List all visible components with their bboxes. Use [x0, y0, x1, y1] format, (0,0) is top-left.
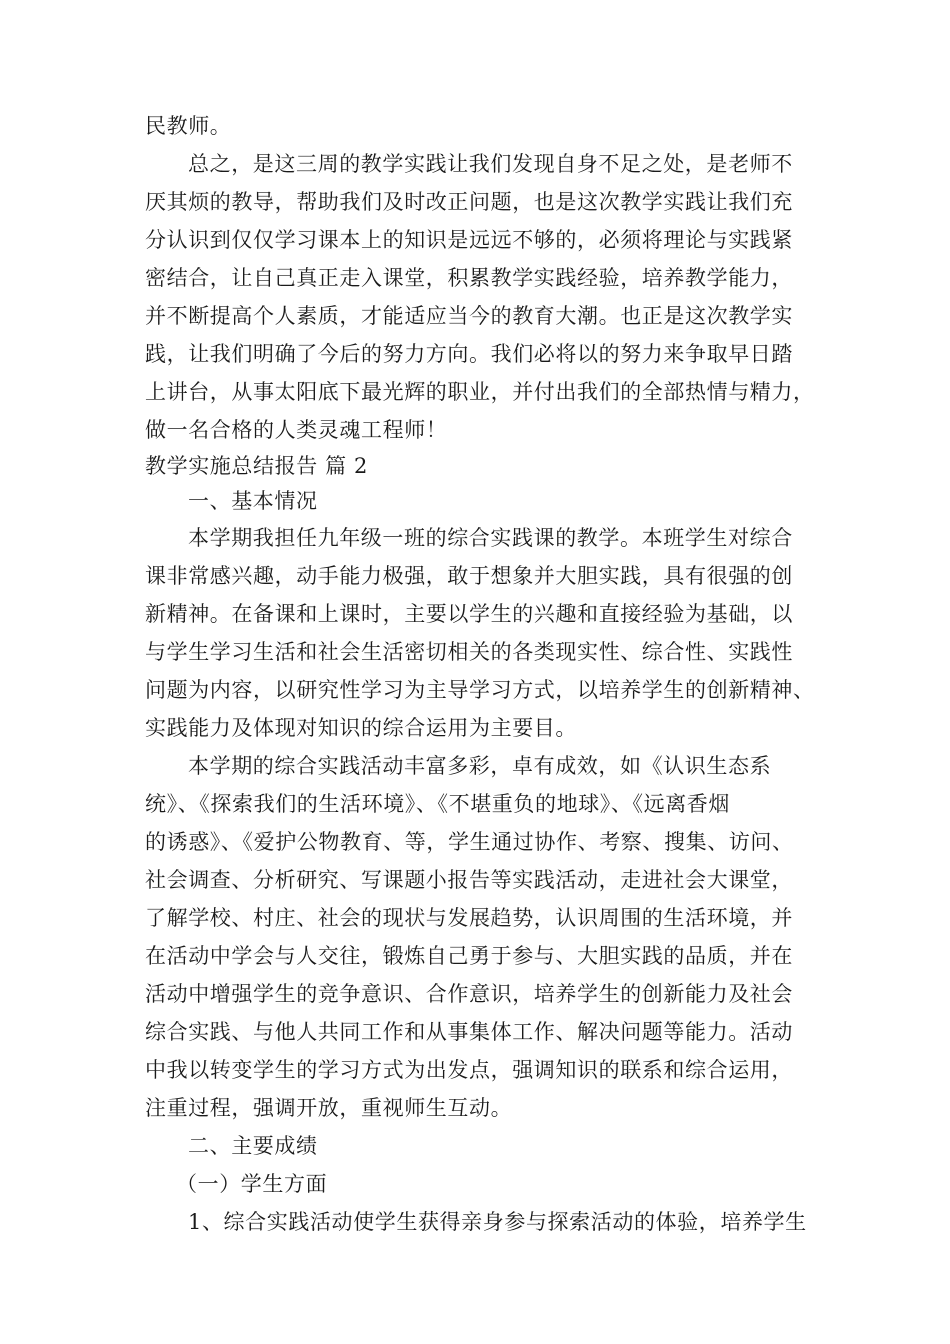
text-line: 实践能力及体现对知识的综合运用为主要目。: [145, 716, 577, 740]
text-line: 中我以转变学生的学习方式为出发点，强调知识的联系和综合运用，: [145, 1058, 793, 1082]
text-line: 在活动中学会与人交往，锻炼自己勇于参与、大胆实践的品质，并在: [145, 944, 793, 968]
section-heading: 教学实施总结报告 篇 2: [145, 454, 368, 478]
text-line: 做一名合格的人类灵魂工程师！: [145, 418, 448, 442]
text-line: 并不断提高个人素质，才能适应当今的教育大潮。也正是这次教学实: [145, 304, 793, 328]
section-title: 一、基本情况: [188, 489, 318, 513]
text-line: 密结合，让自己真正走入课堂，积累教学实践经验，培养教学能力，: [145, 266, 793, 290]
text-line: 的诱惑》、《爱护公物教育、等，学生通过协作、考察、搜集、访问、: [145, 830, 794, 854]
text-line: 本学期我担任九年级一班的综合实践课的教学。本班学生对综合: [188, 526, 793, 550]
text-line: 践，让我们明确了今后的努力方向。我们必将以的努力来争取早日踏: [145, 342, 793, 366]
text-line: 本学期的综合实践活动丰富多彩，卓有成效，如《认识生态系: [188, 754, 772, 778]
subsection-title: （一）学生方面: [176, 1172, 328, 1196]
text-line: 总之，是这三周的教学实践让我们发现自身不足之处，是老师不: [188, 152, 793, 176]
text-line: 了解学校、村庄、社会的现状与发展趋势，认识周围的生活环境，并: [145, 906, 793, 930]
text-line: 问题为内容，以研究性学习为主导学习方式，以培养学生的创新精神、: [145, 678, 815, 702]
text-line: 新精神。在备课和上课时，主要以学生的兴趣和直接经验为基础，以: [145, 602, 793, 626]
text-line: 与学生学习生活和社会生活密切相关的各类现实性、综合性、实践性: [145, 640, 793, 664]
text-line: 社会调查、分析研究、写课题小报告等实践活动，走进社会大课堂，: [145, 868, 793, 892]
section-title: 二、主要成绩: [188, 1134, 318, 1158]
text-line: 厌其烦的教导，帮助我们及时改正问题，也是这次教学实践让我们充: [145, 190, 793, 214]
text-line: 分认识到仅仅学习课本上的知识是远远不够的，必须将理论与实践紧: [145, 228, 793, 252]
text-line: 上讲台，从事太阳底下最光辉的职业，并付出我们的全部热情与精力，: [145, 380, 815, 404]
text-line: 注重过程，强调开放，重视师生互动。: [145, 1096, 513, 1120]
text-line: 民教师。: [145, 114, 232, 138]
text-line: 活动中增强学生的竞争意识、合作意识，培养学生的创新能力及社会: [145, 982, 793, 1006]
text-line: 1、综合实践活动使学生获得亲身参与探索活动的体验，培养学生: [188, 1210, 807, 1234]
text-line: 统》、《探索我们的生活环境》、《不堪重负的地球》、《远离香烟: [145, 792, 730, 816]
text-line: 课非常感兴趣，动手能力极强，敢于想象并大胆实践，具有很强的创: [145, 564, 793, 588]
text-line: 综合实践、与他人共同工作和从事集体工作、解决问题等能力。活动: [145, 1020, 793, 1044]
